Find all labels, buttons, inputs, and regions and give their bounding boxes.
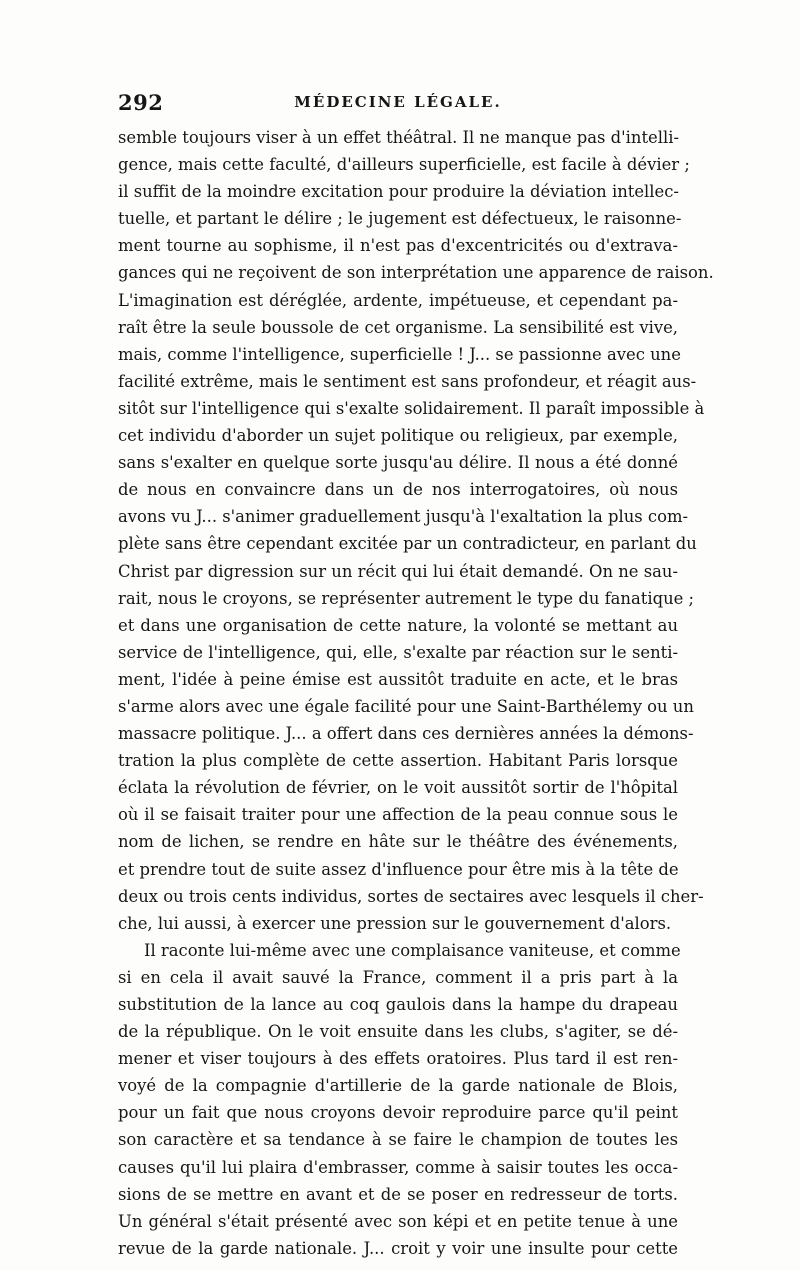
text-line: facilité extrême, mais le sentiment est sans profondeur, et réagit aus- (118, 371, 697, 391)
text-line: sitôt sur l'intelligence qui s'exalte solidairement. Il paraît impossible à (118, 398, 705, 418)
text-line: nom de lichen, se rendre en hâte sur le théâtre des événements, (118, 832, 678, 852)
text-line: et dans une organisation de cette nature, la volonté se mettant au (118, 615, 678, 635)
text-line: tuelle, et partant le délire ; le jugement est défectueux, le raisonne- (118, 209, 682, 229)
text-line: son caractère et sa tendance à se faire le champion de toutes les (118, 1130, 678, 1150)
text-line: gances qui ne reçoivent de son interprétation une apparence de raison. (118, 263, 714, 283)
text-line: mais, comme l'intelligence, superficielle ! J... se passionne avec une (118, 344, 681, 364)
text-line: causes qu'il lui plaira d'embrasser, comme à saisir toutes les occa- (118, 1157, 678, 1177)
text-line: substitution de la lance au coq gaulois dans la hampe du drapeau (118, 995, 678, 1014)
text-line: sions de se mettre en avant et de se poser en redresseur de torts. (118, 1184, 678, 1204)
text-line: ment tourne au sophisme, il n'est pas d'excentricités ou d'extrava- (118, 236, 678, 256)
text-line: raît être la seule boussole de cet organisme. La sensibilité est vive, (118, 317, 678, 337)
text-line: sans s'exalter en quelque sorte jusqu'au délire. Il nous a été donné (118, 453, 678, 473)
text-line: pour un fait que nous croyons devoir reproduire parce qu'il peint (118, 1103, 678, 1123)
text-line: où il se faisait traiter pour une affection de la peau connue sous le (118, 805, 678, 825)
text-line: plète sans être cependant excitée par un contradicteur, en parlant du (118, 534, 697, 554)
text-line: s'arme alors avec une égale facilité pour une Saint-Barthélemy ou un (118, 696, 694, 716)
text-line: Il raconte lui-même avec une complaisance vaniteuse, et comme (144, 940, 681, 960)
text-line: si en cela il avait sauvé la France, comment il a pris part à la (118, 967, 678, 987)
text-line: cet individu d'aborder un sujet politique ou religieux, par exemple, (118, 426, 678, 446)
text-line: revue de la garde nationale. J... croit y voir une insulte pour cette (118, 1238, 678, 1258)
text-line: deux ou trois cents individus, sortes de sectaires avec lesquels il cher- (118, 886, 704, 906)
text-line: Un général s'était présenté avec son képi et en petite tenue à une (118, 1211, 678, 1231)
text-line: avons vu J... s'animer graduellement jusqu'à l'exaltation la plus com- (118, 507, 689, 527)
text-line: de la république. On le voit ensuite dans les clubs, s'agiter, se dé- (118, 1022, 678, 1042)
text-line: che, lui aussi, à exercer une pression sur le gouvernement d'alors. (118, 913, 672, 933)
text-line: ment, l'idée à peine émise est aussitôt traduite en acte, et le bras (118, 669, 678, 689)
text-line: de nous en convaincre dans un de nos interrogatoires, où nous (118, 480, 678, 500)
text-line: gence, mais cette faculté, d'ailleurs superficielle, est facile à dévier ; (118, 155, 690, 175)
text-line: tration la plus complète de cette assertion. Habitant Paris lorsque (118, 751, 678, 771)
text-line: Christ par digression sur un récit qui lui était demandé. On ne sau- (118, 561, 678, 581)
text-line: il suffit de la moindre excitation pour produire la déviation intellec- (118, 182, 679, 202)
text-line: mener et viser toujours à des effets oratoires. Plus tard il est ren- (118, 1049, 678, 1069)
text-line: L'imagination est déréglée, ardente, impétueuse, et cependant pa- (118, 290, 678, 310)
text-line: semble toujours viser à un effet théâtral. Il ne manque pas d'intelli- (118, 128, 680, 147)
text-line: massacre politique. J... a offert dans ces dernières années la démons- (118, 724, 694, 744)
text-line: éclata la révolution de février, on le voit aussitôt sortir de l'hôpital (118, 778, 678, 798)
text-line: service de l'intelligence, qui, elle, s'exalte par réaction sur le senti- (118, 642, 678, 662)
body-text (118, 124, 714, 1262)
text-line: rait, nous le croyons, se représenter autrement le type du fanatique ; (118, 588, 695, 608)
text-line: voyé de la compagnie d'artillerie de la garde nationale de Blois, (118, 1076, 678, 1096)
running-title: MÉDECINE LÉGALE. (294, 93, 502, 111)
text-line: et prendre tout de suite assez d'influence pour être mis à la tête de (118, 859, 679, 879)
page-number: 292 (118, 90, 164, 115)
running-header (118, 90, 678, 116)
